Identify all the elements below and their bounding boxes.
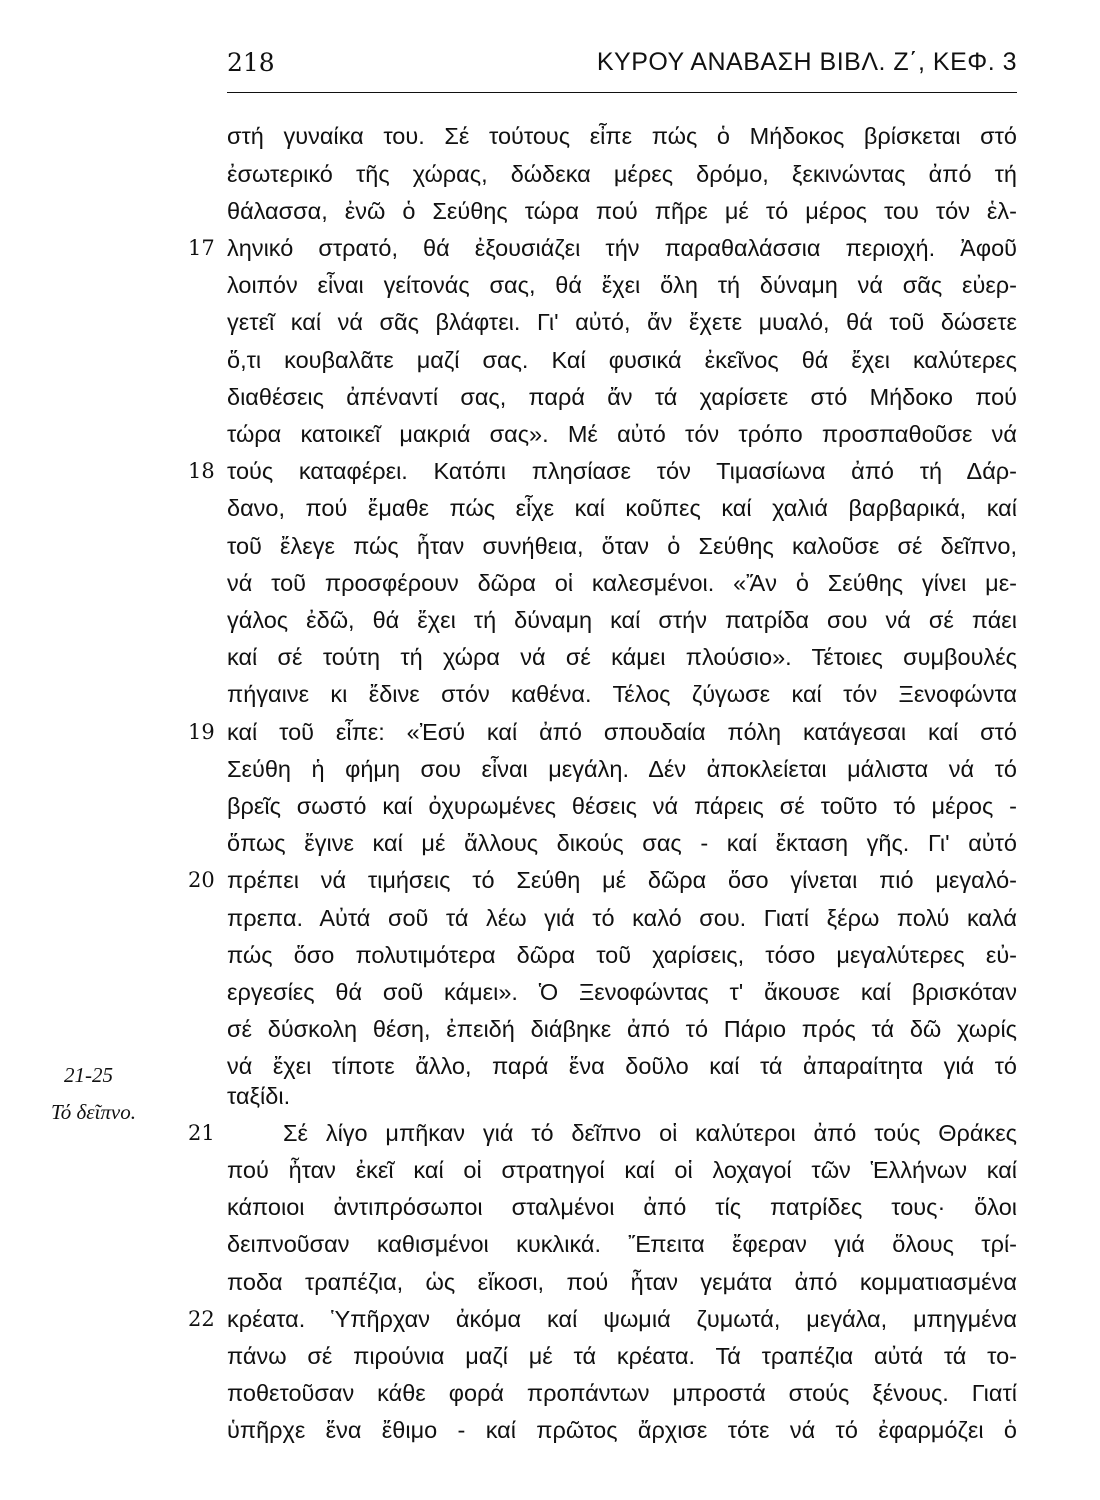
- text-line: δανο, πού ἔμαθε πώς εἶχε καί κοῦπες καί χαλιά βαρβαρικά, καί: [227, 495, 1017, 521]
- text-line: ἐσωτερικό τῆς χώρας, δώδεκα μέρες δρόμο, ξεκινώντας ἀπό τή: [227, 161, 1017, 187]
- text-line: ληνικό στρατό, θά ἐξουσιάζει τήν παραθαλάσσια περιοχή. Ἀφοῦ: [227, 235, 1017, 261]
- text-line: πρεπα. Αὐτά σοῦ τά λέω γιά τό καλό σου. Γιατί ξέρω πολύ καλά: [227, 905, 1017, 931]
- text-line: λοιπόν εἶναι γείτονάς σας, θά ἔχει ὅλη τή δύναμη νά σᾶς εὐερ-: [227, 272, 1017, 298]
- text-line: ποδα τραπέζια, ὡς εἴκοσι, πού ἦταν γεμάτα ἀπό κομματιασμένα: [227, 1269, 1017, 1295]
- text-line: ποθετοῦσαν κάθε φορά προπάντων μπροστά στούς ξένους. Γιατί: [227, 1380, 1017, 1406]
- text-line: καί σέ τούτη τή χώρα νά σέ κάμει πλούσιο». Τέτοιες συμβουλές: [227, 644, 1017, 670]
- text-line: νά τοῦ προσφέρουν δῶρα οἱ καλεσμένοι. «Ἄν ὁ Σεύθης γίνει με-: [227, 570, 1017, 596]
- text-line: καί τοῦ εἶπε: «Ἐσύ καί ἀπό σπουδαία πόλη κατάγεσαι καί στό: [227, 719, 1017, 745]
- side-note-title: Τό δεῖπνο.: [51, 1100, 136, 1124]
- text-line: πρέπει νά τιμήσεις τό Σεύθη μέ δῶρα ὅσο γίνεται πιό μεγαλό-: [227, 867, 1017, 893]
- text-line: στή γυναίκα του. Σέ τούτους εἶπε πώς ὁ Μήδοκος βρίσκεται στό: [227, 123, 1017, 149]
- text-line: σέ δύσκολη θέση, ἐπειδή διάβηκε ἀπό τό Πάριο πρός τά δῶ χωρίς: [227, 1016, 1017, 1042]
- section-number: 19: [188, 720, 215, 744]
- text-line: τοῦ ἔλεγε πώς ἦταν συνήθεια, ὅταν ὁ Σεύθης καλοῦσε σέ δεῖπνο,: [227, 533, 1017, 559]
- text-line: τούς καταφέρει. Κατόπι πλησίασε τόν Τιμασίωνα ἀπό τή Δάρ-: [227, 458, 1017, 484]
- text-line: τώρα κατοικεῖ μακριά σας». Μέ αὐτό τόν τρόπο προσπαθοῦσε νά: [227, 421, 1017, 447]
- text-line: κάποιοι ἀντιπρόσωποι σταλμένοι ἀπό τίς πατρίδες τους· ὅλοι: [227, 1194, 1017, 1220]
- text-line: πήγαινε κι ἔδινε στόν καθένα. Τέλος ζύγωσε καί τόν Ξενοφώντα: [227, 681, 1017, 707]
- page-header: [227, 44, 1017, 93]
- text-line: ὅπως ἔγινε καί μέ ἄλλους δικούς σας - καί ἔκταση γῆς. Γι' αὐτό: [227, 830, 1017, 856]
- text-line: διαθέσεις ἀπέναντί σας, παρά ἄν τά χαρίσετε στό Μήδοκο πού: [227, 384, 1017, 410]
- side-note-range: 21-25: [64, 1063, 113, 1087]
- text-line: Σεύθη ἡ φήμη σου εἶναι μεγάλη. Δέν ἀποκλείεται μάλιστα νά τό: [227, 756, 1017, 782]
- section-number: 17: [188, 236, 215, 260]
- text-line: γάλος ἐδῶ, θά ἔχει τή δύναμη καί στήν πατρίδα σου νά σέ πάει: [227, 607, 1017, 633]
- page-number: 218: [227, 48, 275, 77]
- text-line: εργεσίες θά σοῦ κάμει». Ὁ Ξενοφώντας τ' ἄκουσε καί βρισκόταν: [227, 979, 1017, 1005]
- text-line: κρέατα. Ὑπῆρχαν ἀκόμα καί ψωμιά ζυμωτά, μεγάλα, μπηγμένα: [227, 1306, 1017, 1332]
- section-number: 20: [188, 868, 215, 892]
- text-line: ὅ,τι κουβαλᾶτε μαζί σας. Καί φυσικά ἐκεῖνος θά ἔχει καλύτερες: [227, 347, 1017, 373]
- text-line: πού ἦταν ἐκεῖ καί οἱ στρατηγοί καί οἱ λοχαγοί τῶν Ἑλλήνων καί: [227, 1157, 1017, 1183]
- text-line: βρεῖς σωστό καί ὀχυρωμένες θέσεις νά πάρεις σέ τοῦτο τό μέρος -: [227, 793, 1017, 819]
- text-line: ταξίδι.: [227, 1083, 291, 1109]
- text-line: γετεῖ καί νά σᾶς βλάφτει. Γι' αὐτό, ἄν ἔχετε μυαλό, θά τοῦ δώσετε: [227, 309, 1017, 335]
- text-line: πώς ὅσο πολυτιμότερα δῶρα τοῦ χαρίσεις, τόσο μεγαλύτερες εὐ-: [227, 942, 1017, 968]
- text-line: νά ἔχει τίποτε ἄλλο, παρά ἕνα δοῦλο καί τά ἀπαραίτητα γιά τό: [227, 1053, 1017, 1079]
- text-line: ὑπῆρχε ἕνα ἔθιμο - καί πρῶτος ἄρχισε τότε νά τό ἐφαρμόζει ὁ: [227, 1417, 1017, 1443]
- section-number: 22: [188, 1307, 215, 1331]
- text-line: θάλασσα, ἐνῶ ὁ Σεύθης τώρα πού πῆρε μέ τό μέρος του τόν ἑλ-: [227, 198, 1017, 224]
- section-number: 21: [188, 1121, 215, 1145]
- text-line: δειπνοῦσαν καθισμένοι κυκλικά. Ἔπειτα ἔφεραν γιά ὅλους τρί-: [227, 1231, 1017, 1257]
- running-title: ΚΥΡΟΥ ΑΝΑΒΑΣΗ ΒΙΒΛ. Ζ΄, ΚΕΦ. 3: [596, 48, 1017, 76]
- text-line: πάνω σέ πιρούνια μαζί μέ τά κρέατα. Τά τραπέζια αὐτά τά το-: [227, 1343, 1017, 1369]
- text-line: Σέ λίγο μπῆκαν γιά τό δεῖπνο οἱ καλύτεροι ἀπό τούς Θράκες: [283, 1120, 1017, 1146]
- section-number: 18: [188, 459, 215, 483]
